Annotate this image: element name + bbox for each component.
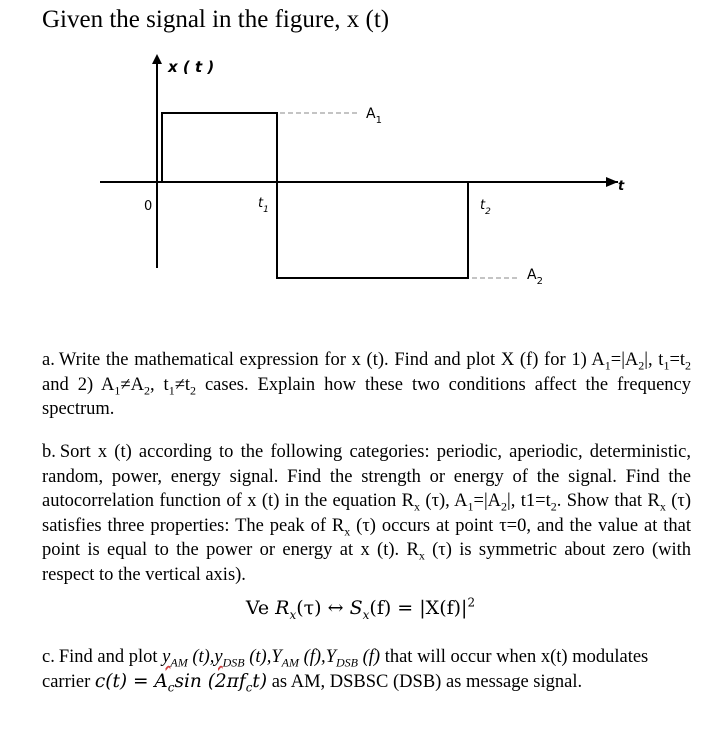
subscript: 1 <box>604 358 611 373</box>
subscript: x <box>344 524 351 539</box>
part-a-text: Write the mathematical expression for x (t). Find and plot X (f) for 1) A <box>58 350 605 370</box>
a1-label: $A_1$ <box>366 106 382 126</box>
part-c-text: (f) <box>357 647 381 667</box>
subscript: x <box>659 499 666 514</box>
part-c-text: (t), <box>187 647 215 667</box>
part-b-text: Sort x (t) according to the following categories: periodic, aperiodic, deterministic, random, power, energy signal. Find the strength or energy of the signal. Find the autocorrelation function of x (t) in the equation R <box>42 442 691 511</box>
y-axis-arrowhead <box>152 54 162 64</box>
subscript: x <box>362 607 370 622</box>
y-dsb-spectrum-term: $Y_{DSB}$ <box>325 647 358 670</box>
part-c-label: c. <box>42 647 55 667</box>
signal-figure <box>0 48 721 298</box>
superscript: 2 <box>467 595 476 610</box>
subscript: 2 <box>685 358 692 373</box>
part-a-paragraph <box>42 348 691 422</box>
equation-s: S <box>349 597 363 619</box>
subscript: 1 <box>663 358 670 373</box>
y-axis-label: x ( t ) <box>168 58 215 76</box>
part-c-text: Find and plot <box>58 647 163 667</box>
equation-r: R <box>275 597 290 619</box>
part-c-text: (t), <box>244 647 272 667</box>
equation-prefix: Ve <box>245 597 276 619</box>
a2-label: $A_2$ <box>527 267 543 287</box>
part-c-paragraph <box>42 645 691 694</box>
subscript: 2 <box>501 499 508 514</box>
signal-waveform <box>100 113 618 278</box>
part-a-text: =|A <box>610 350 639 370</box>
part-b-text: (τ), A <box>420 491 468 511</box>
subscript: x <box>289 607 297 622</box>
part-b-text: (τ) occurs at point τ=0, and the value at that point is equal to the power or energy at x (t). R <box>42 515 691 560</box>
subscript: 2 <box>638 358 645 373</box>
t1-label: $t_1$ <box>258 196 269 215</box>
autocorrelation-equation <box>0 595 721 622</box>
equation-text: (f) = |X(f)| <box>369 597 468 619</box>
part-a-label: a. <box>42 350 55 370</box>
x-axis-label: t <box>618 179 625 194</box>
part-b-paragraph <box>42 440 691 587</box>
part-a-text: =t <box>669 350 686 370</box>
subscript: 1 <box>467 499 474 514</box>
part-a-text: , t <box>149 374 169 395</box>
part-c-text: (f), <box>298 647 326 667</box>
carrier-expression: $c(t) = A_c\sin$ $(2\pi f_ct)$ <box>94 670 268 695</box>
part-b-text: . Show that R <box>556 491 660 511</box>
subscript: 2 <box>143 383 150 398</box>
t2-label: $t_2$ <box>480 198 491 217</box>
part-c-text: as AM, DSBSC (DSB) as message signal. <box>267 671 583 692</box>
equation-text: (τ) ↔ <box>296 597 350 619</box>
subscript: 1 <box>114 383 121 398</box>
subscript: 1 <box>168 383 175 398</box>
part-b-text: (τ) satisfies three properties: The peak of R <box>42 491 691 536</box>
part-a-text: and 2) A <box>42 374 115 395</box>
subscript: 2 <box>189 383 196 398</box>
origin-label: 0 <box>144 199 153 214</box>
page-title: Given the signal in the figure, x (t) <box>42 6 390 33</box>
y-dsb-term: $y_{DSB}$ <box>214 647 245 670</box>
subscript: x <box>414 499 421 514</box>
y-am-spectrum-term: $Y_{AM}$ <box>271 647 299 670</box>
part-a-text: ≠A <box>120 374 144 395</box>
part-a-text: ≠t <box>174 374 190 395</box>
subscript: x <box>418 548 425 563</box>
part-b-text: =|A <box>473 491 502 511</box>
part-a-text: cases. Explain how these two conditions affect the frequency spectrum. <box>42 374 692 419</box>
part-c-text: that will occur when x(t) modulates carrier <box>42 647 649 692</box>
part-b-label: b. <box>42 442 56 462</box>
y-am-term: $y_{AM}$ <box>162 647 188 670</box>
part-a-text: |, t <box>644 350 664 370</box>
part-b-text: (τ) is symmetric about zero (with respect to the vertical axis). <box>42 540 692 585</box>
part-b-text: |, t1=t <box>507 491 551 511</box>
subscript: 2 <box>550 499 557 514</box>
